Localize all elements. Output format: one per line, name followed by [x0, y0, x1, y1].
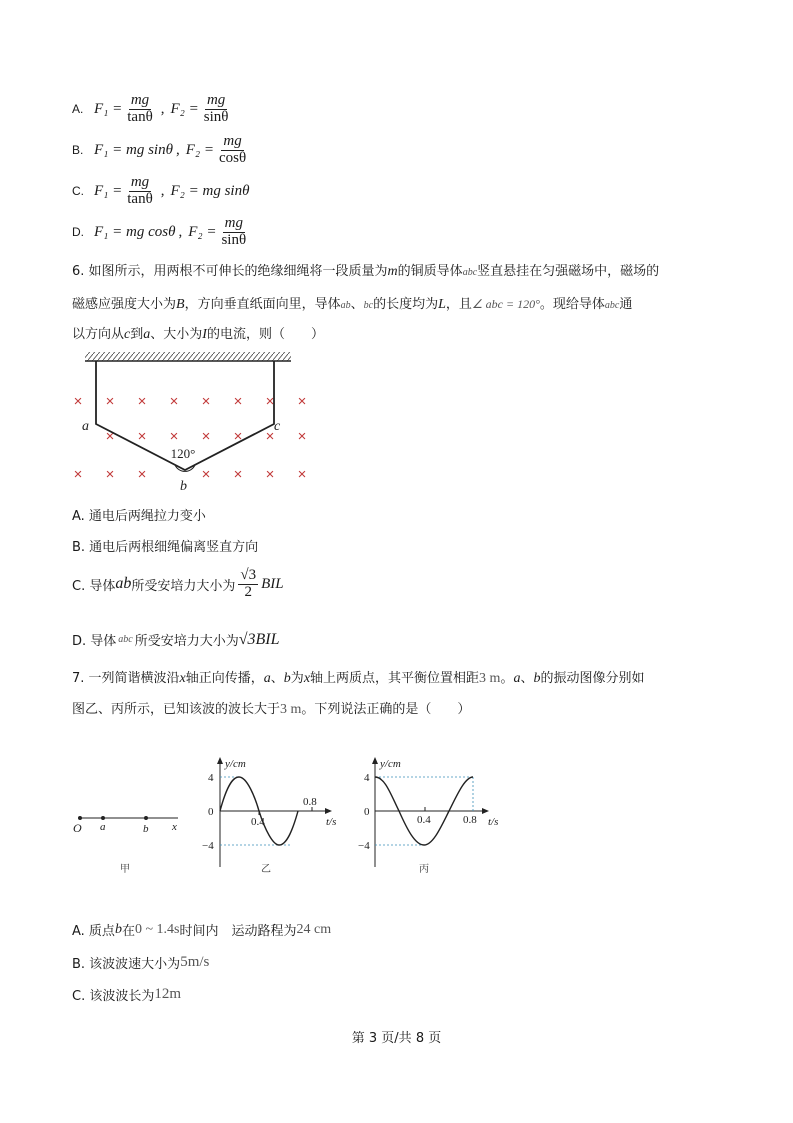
- label-c: c: [274, 419, 281, 434]
- q7-line-2: 图乙、丙所示，已知该波的波长大于3 m。下列说法正确的是（ ）: [72, 702, 471, 717]
- field-cross: ×: [105, 466, 115, 483]
- y-label: y/cm: [380, 758, 401, 770]
- field-cross: ×: [265, 466, 275, 483]
- ceiling: [85, 352, 291, 361]
- q5-option-a: A. F₁ = $\frac{mg}{\tan\theta}$ , F₂ = $\frac{mg}{\sin\theta}$: [72, 92, 229, 125]
- field-cross: ×: [105, 393, 115, 410]
- field-cross: ×: [137, 428, 147, 445]
- point-b: [144, 816, 148, 820]
- field-cross: ×: [201, 428, 211, 445]
- t-label: t/s: [326, 816, 337, 828]
- label-b: b: [180, 479, 187, 494]
- q6-option-b: B. 通电后两根细绳偏离竖直方向: [72, 540, 259, 555]
- tick-0.8: 0.8: [303, 796, 317, 808]
- field-cross: ×: [169, 428, 179, 445]
- field-cross: ×: [233, 428, 243, 445]
- field-cross: ×: [73, 466, 83, 483]
- tick-minus-4: −4: [358, 840, 370, 852]
- field-cross: ×: [201, 466, 211, 483]
- q6-line-1: 6. 如图所示，用两根不可伸长的绝缘细绳将一段质量为m的铜质导体abc竖直悬挂在匀强磁场中，磁场的: [72, 264, 660, 279]
- field-cross: ×: [297, 428, 307, 445]
- q6-magnetic-field-figure: [68, 348, 313, 496]
- q7-option-a: A. 质点 b 在 0 ~ 1.4s 时间内 运动路程为 24 cm: [72, 921, 332, 939]
- field-cross: ×: [137, 466, 147, 483]
- field-cross: ×: [297, 466, 307, 483]
- field-cross: ×: [265, 393, 275, 410]
- tick-0.4: 0.4: [417, 814, 431, 826]
- field-cross: ×: [297, 393, 307, 410]
- q6-option-d: D. 导体 abc 所受安培力大小为 √3BIL: [72, 630, 280, 649]
- t-arrow: [482, 808, 489, 814]
- q5-option-b: B. F₁ = mg sinθ , F₂ = $\frac{mg}{\cos\theta}$: [72, 133, 247, 166]
- label-a: a: [100, 821, 106, 833]
- field-cross: ×: [265, 428, 275, 445]
- caption-bing: 丙: [419, 864, 429, 875]
- q6-line-2: 磁感应强度大小为B，方向垂直纸面向里，导体ab、bc的长度均为L，且∠ abc = 120°。现给导体abc通: [72, 297, 633, 312]
- tick-minus-4: −4: [202, 840, 214, 852]
- q7-figure-yi: [195, 755, 345, 880]
- t-arrow: [325, 808, 332, 814]
- field-cross: ×: [73, 393, 83, 410]
- q6-line-3: 以方向从c到a、大小为I的电流，则（ ）: [72, 327, 324, 342]
- tick-4: 4: [364, 772, 370, 784]
- tick-4: 4: [208, 772, 214, 784]
- page-footer: 第 3 页/共 8 页: [351, 1031, 442, 1046]
- q5-option-d: D. F₁ = mg cosθ , F₂ = $\frac{mg}{\sin\theta}$: [72, 215, 247, 248]
- tick-0.8: 0.8: [463, 814, 477, 826]
- q7-figure-jia: [68, 800, 198, 880]
- caption-jia: 甲: [120, 864, 130, 875]
- q7-option-c: C. 该波波长为 12m: [72, 986, 182, 1004]
- y-label: y/cm: [225, 758, 246, 770]
- point-a: [101, 816, 105, 820]
- q7-figure-bing: [355, 755, 505, 880]
- q7-option-b: B. 该波波速大小为 5m/s: [72, 954, 210, 972]
- label-b: b: [143, 823, 149, 835]
- field-cross: ×: [233, 393, 243, 410]
- field-cross: ×: [201, 393, 211, 410]
- q6-option-a: A. 通电后两绳拉力变小: [72, 509, 206, 524]
- q5-option-c: C. F₁ = $\frac{mg}{\tan\theta}$ , F₂ = mg sinθ: [72, 174, 250, 207]
- field-cross: ×: [105, 428, 115, 445]
- tick-0: 0: [208, 806, 214, 818]
- y-arrow: [372, 757, 378, 764]
- tick-0: 0: [364, 806, 370, 818]
- q6-option-c: C. 导体 ab 所受安培力大小为 $\frac{√3}{2}$ BIL: [72, 567, 284, 600]
- angle-label: 120°: [170, 446, 196, 461]
- tick-0.4: 0.4: [251, 816, 265, 828]
- label-x: x: [172, 821, 177, 833]
- label-o: O: [73, 821, 82, 835]
- field-cross: ×: [233, 466, 243, 483]
- caption-yi: 乙: [261, 864, 271, 875]
- y-arrow: [217, 757, 223, 764]
- t-label: t/s: [488, 816, 499, 828]
- label-a: a: [82, 419, 89, 434]
- field-cross: ×: [137, 393, 147, 410]
- magnetic-field-crosses: [74, 393, 307, 483]
- point-o: [78, 816, 82, 820]
- q7-line-1: 7. 一列简谐横波沿x轴正向传播，a、b为x轴上两质点，其平衡位置相距3 m。a、b的振动图像分别如: [72, 671, 645, 686]
- field-cross: ×: [169, 393, 179, 410]
